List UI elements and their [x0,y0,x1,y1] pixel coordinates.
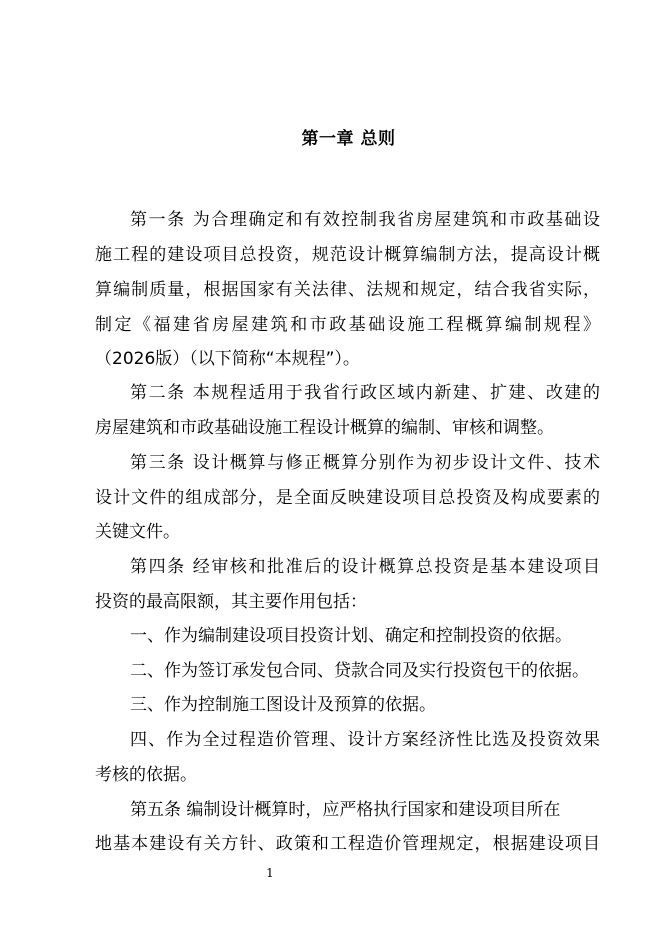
text-line: 设计文件的组成部分，是全面反映建设项目总投资及构成要素的 [95,488,600,508]
text-line: 第二条 本规程适用于我省行政区域内新建、扩建、改建的 [130,383,600,403]
text-line: 第三条 设计概算与修正概算分别作为初步设计文件、技术 [130,453,600,473]
text-line: 算编制质量，根据国家有关法律、法规和规定，结合我省实际， [95,280,600,300]
text-line: 考核的依据。 [95,765,197,785]
page-number: 1 [266,866,274,880]
text-line: 二、作为签订承发包合同、贷款合同及实行投资包干的依据。 [130,661,589,681]
text-line: 制定《福建省房屋建筑和市政基础设施工程概算编制规程》 [95,315,600,335]
text-line: 一、作为编制建设项目投资计划、确定和控制投资的依据。 [130,626,572,646]
text-line: 三、作为控制施工图设计及预算的依据。 [130,695,436,715]
text-line: （2026版）（以下简称“本规程”）。 [95,349,360,369]
text-line: 房屋建筑和市政基础设施工程设计概算的编制、审核和调整。 [95,418,554,438]
text-line: 四、作为全过程造价管理、设计方案经济性比选及投资效果 [130,730,600,750]
text-line: 第四条 经审核和批准后的设计概算总投资是基本建设项目 [130,557,600,577]
text-line: 关键文件。 [95,522,180,542]
text-line: 施工程的建设项目总投资，规范设计概算编制方法，提高设计概 [95,245,600,265]
text-line: 第一条 为合理确定和有效控制我省房屋建筑和市政基础设 [130,210,600,230]
text-line: 地基本建设有关方针、政策和工程造价管理规定，根据建设项目 [95,834,600,854]
text-line: 投资的最高限额，其主要作用包括： [95,592,367,612]
chapter-title: 第一章 总则 [301,129,396,149]
text-line: 第五条 编制设计概算时，应严格执行国家和建设项目所在 [130,800,561,820]
